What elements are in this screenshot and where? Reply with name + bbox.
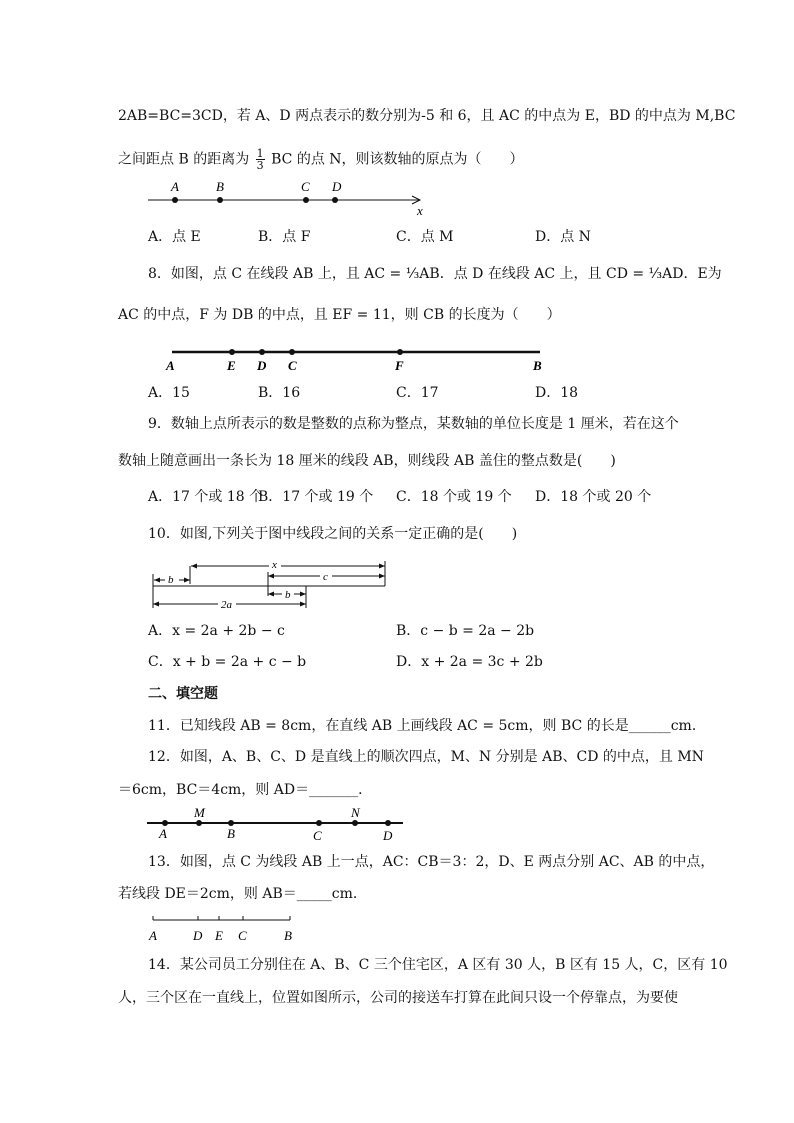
q8-fig-label-b: B (533, 358, 542, 373)
q7-option-c[interactable]: C．点 M (396, 229, 454, 245)
q7-option-b[interactable]: B．点 F (258, 229, 311, 245)
q8-fig-label-c: C (288, 358, 297, 373)
q14-line2: 人，三个区在一直线上，位置如图所示，公司的接送车打算在此间只设一个停靠点，为要使 (118, 990, 678, 1006)
q8-fig-label-d: D (257, 358, 267, 373)
q9-line2: 数轴上随意画出一条长为 18 厘米的线段 AB，则线段 AB 盖住的整点数是( ) (118, 453, 616, 469)
q10-option-b[interactable]: B．c − b = 2a − 2b (396, 623, 535, 639)
q10-line1: 10．如图,下列关于图中线段之间的关系一定正确的是( ) (148, 526, 518, 542)
q10-option-a[interactable]: A．x = 2a + 2b − c (148, 623, 285, 639)
q7-option-d[interactable]: D．点 N (535, 229, 591, 245)
q7-number-line-figure (140, 178, 440, 218)
q13-line1: 13．如图，点 C 为线段 AB 上一点，AC：CB＝3：2，D、E 两点分别 AC、AB 的中点， (148, 854, 715, 870)
q10-fig-label-b2: b (285, 589, 291, 601)
q7-line2 (118, 148, 524, 171)
q8-segment-figure (160, 340, 560, 376)
q8-option-c[interactable]: C．17 (396, 385, 439, 401)
q11-line1: 11．已知线段 AB = 8cm，在直线 AB 上画线段 AC = 5cm，则 BC 的长是______cm． (148, 718, 706, 734)
q10-segment-figure (148, 556, 393, 614)
q12-fig-label-c: C (313, 828, 322, 841)
q12-segment-figure (145, 805, 410, 841)
q7-line2-post: BC 的点 N，则该数轴的原点为（ ） (271, 151, 524, 168)
q13-fig-label-b: B (284, 928, 292, 943)
q13-line2: 若线段 DE＝2cm，则 AB＝_____cm． (118, 886, 367, 902)
q12-fig-label-b: B (227, 826, 235, 841)
q8-line1: 8．如图，点 C 在线段 AB 上，且 AC = ⅓AB．点 D 在线段 AC 上，且 CD = ⅓AD．E为 (148, 266, 722, 282)
q8-option-a[interactable]: A．15 (148, 385, 190, 401)
q7-option-a[interactable]: A．点 E (148, 229, 201, 245)
q9-option-d[interactable]: D．18 个或 20 个 (535, 489, 652, 505)
q13-segment-figure (145, 910, 305, 944)
q7-fig-label-b: B (216, 179, 224, 194)
q8-option-d[interactable]: D．18 (535, 385, 579, 401)
q12-fig-label-m: M (194, 805, 205, 820)
q8-option-b[interactable]: B．16 (258, 385, 301, 401)
q14-line1: 14．某公司员工分别住在 A、B、C 三个住宅区，A 区有 30 人，B 区有 15 人，C，区有 10 (148, 957, 728, 973)
q13-fig-label-a: A (149, 928, 157, 943)
q8-fig-label-f: F (395, 358, 404, 373)
q13-fig-label-e: E (215, 928, 223, 943)
q7-fig-label-c: C (301, 179, 310, 194)
q10-option-c[interactable]: C．x + b = 2a + c − b (148, 654, 307, 670)
q10-fig-label-2a: 2a (221, 599, 232, 611)
q10-fig-label-c: c (323, 571, 328, 583)
q7-fraction: $\frac{1}{3}$ (256, 147, 264, 172)
q12-fig-label-n: N (351, 805, 360, 820)
q9-option-a[interactable]: A．17 个或 18 个 (148, 489, 264, 505)
q8-fig-label-e: E (227, 358, 236, 373)
q8-line2: AC 的中点，F 为 DB 的中点，且 EF = 11，则 CB 的长度为（ ） (118, 307, 561, 323)
q7-line2-pre: 之间距点 B 的距离为 (118, 151, 250, 168)
q9-line1: 9．数轴上点所表示的数是整数的点称为整点，某数轴的单位长度是 1 厘米，若在这个 (148, 416, 679, 432)
q9-option-c[interactable]: C．18 个或 19 个 (396, 489, 512, 505)
q12-line2: ＝6cm，BC＝4cm，则 AD＝_______． (118, 782, 373, 798)
q12-line1: 12．如图，A、B、C、D 是直线上的顺次四点，M、N 分别是 AB、CD 的中点，且 MN (148, 749, 704, 765)
section-heading-fill-blank: 二、填空题 (148, 686, 218, 702)
q13-fig-label-c: C (238, 928, 247, 943)
q12-fig-label-d: D (383, 828, 393, 841)
q9-option-b[interactable]: B．17 个或 19 个 (258, 489, 374, 505)
q10-fig-label-x: x (272, 559, 277, 571)
q8-fig-label-a: A (166, 358, 175, 373)
q7-fig-label-d: D (332, 179, 342, 194)
q10-option-d[interactable]: D．x + 2a = 3c + 2b (396, 654, 543, 670)
q10-fig-label-b1: b (168, 574, 174, 586)
q12-fig-label-a: A (159, 826, 167, 841)
q7-fig-label-a: A (171, 179, 179, 194)
q7-line1: 2AB=BC=3CD，若 A、D 两点表示的数分别为-5 和 6，且 AC 的中点为 E，BD 的中点为 M,BC (118, 108, 736, 124)
q7-fig-axis-label: x (417, 203, 423, 218)
q13-fig-label-d: D (193, 928, 203, 943)
